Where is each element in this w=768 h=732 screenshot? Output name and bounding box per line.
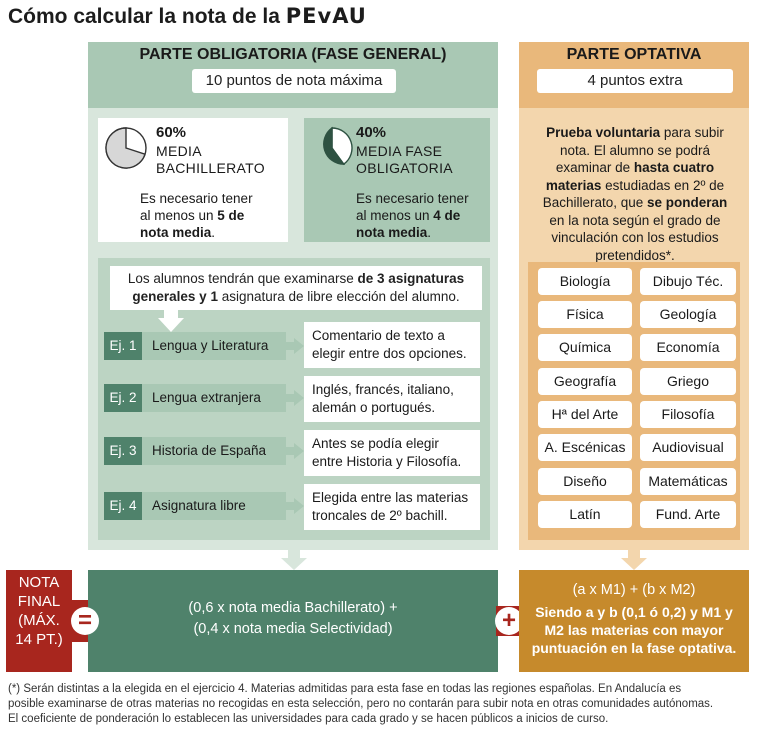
subject-item: Hª del Arte [538,401,632,428]
title-text: Cómo calcular la nota de la [8,5,280,28]
exams-intro [110,266,482,310]
exercise-4-desc-2: troncales de 2º bachill. [312,508,448,523]
fase-note-3 [356,224,490,241]
optional-text: estudiadas en 2º de Bachillerato, que [542,177,725,210]
note-text: . [427,225,432,240]
fase-card [304,118,490,242]
intro-arrow-icon [158,308,184,332]
subject-item: A. Escénicas [538,434,632,461]
fase-label-1: MEDIA FASE [356,143,443,159]
optional-down-arrow-icon [621,550,647,570]
bachillerato-note-1: Es necesario tener [140,191,253,206]
fase-note [356,190,490,241]
bachillerato-label-2: BACHILLERATO [156,160,265,176]
exercise-4-desc-1: Elegida entre las materias [312,490,469,505]
exercise-2-tag: Ej. 2 [104,384,142,412]
exercise-2-desc [304,376,480,422]
footnote [8,682,760,727]
title-brand: PEvAU [285,4,367,28]
exercise-4-desc [304,484,480,530]
exercise-3-desc-2: entre Historia y Filosofía. [312,454,462,469]
nota-final-1: NOTA [18,574,60,591]
optional-bold: hasta cuatro materias [545,160,715,193]
formula-main-2: (0,4 x nota media Selectividad) [193,621,393,637]
subject-item: Griego [640,368,736,395]
page-title [8,4,367,29]
exercise-1-desc [304,322,480,368]
fase-note-1: Es necesario tener [356,191,469,206]
mandatory-down-arrow-icon [281,550,307,570]
subject-item: Audiovisual [640,434,736,461]
subject-item: Geología [640,301,736,328]
formula-opt-4: puntuación en la fase optativa. [531,640,737,656]
nota-final-4: 14 PT.) [15,631,63,648]
optional-description [534,124,736,264]
optional-text: para subir nota. El alumno se podrá examinar de [555,125,724,175]
note-bold: nota media [356,225,428,240]
subject-item: Biología [538,268,632,295]
intro-text: Los alumnos tendrán que examinarse [127,271,358,286]
bachillerato-note [140,190,286,241]
nota-final-box [6,570,72,672]
mandatory-subtitle: 10 puntos de nota máxima [192,69,396,93]
nota-final-3: (MÁX. [18,612,60,629]
optional-text: en la nota según el grado de vinculación con los estudios pretendidos*. [549,212,721,263]
bachillerato-card [98,118,288,242]
intro-bold: generales y 1 [132,289,218,304]
bachillerato-note-2 [140,207,286,224]
subject-item: Geografía [538,368,632,395]
bachillerato-label-1: MEDIA [156,143,202,159]
optional-bold: se ponderan [647,195,728,210]
exercise-2-arrow-icon [286,390,304,406]
exercise-3-arrow-icon [286,443,304,459]
exercise-1-name: Lengua y Literatura [142,332,286,360]
optional-heading: PARTE OPTATIVA [566,46,702,63]
subject-item: Fund. Arte [640,501,736,528]
footnote-line-3: El coeficiente de ponderación lo establecen las universidades para cada grado y se hacen públicos a inicios de curso. [8,713,609,725]
nota-final-2: FINAL [17,593,61,610]
subject-item: Matemáticas [640,468,736,495]
pie-40-icon [310,126,354,170]
subject-item: Latín [538,501,632,528]
subject-item: Filosofía [640,401,736,428]
note-text: al menos un [356,208,434,223]
exercise-3-tag: Ej. 3 [104,437,142,465]
formula-opt-1: (a x M1) + (b x M2) [572,582,696,598]
formula-mandatory [88,570,498,672]
note-text: al menos un [140,208,218,223]
note-bold: nota media [140,225,212,240]
equals-icon: = [71,607,99,635]
exercise-1-arrow-icon [286,338,304,354]
formula-main-1: (0,6 x nota media Bachillerato) + [188,600,398,616]
fase-note-2 [356,207,490,224]
subject-item: Química [538,334,632,361]
formula-opt-3: M2 las materias con mayor [544,622,724,638]
note-text: . [211,225,216,240]
bachillerato-percent: 60% [156,124,187,141]
pie-60-icon [104,126,148,170]
formula-opt-2: Siendo a y b (0,1 ó 0,2) y M1 y [535,604,733,620]
plus-icon: + [495,607,523,635]
mandatory-heading: PARTE OBLIGATORIA (FASE GENERAL) [139,46,447,63]
optional-subtitle: 4 puntos extra [537,69,733,93]
exercise-3-desc [304,430,480,476]
exercise-2-name: Lengua extranjera [142,384,286,412]
exercise-2-desc-1: Inglés, francés, italiano, [312,382,454,397]
exercise-3-desc-1: Antes se podía elegir [312,436,439,451]
fase-percent: 40% [356,124,387,141]
intro-bold: de 3 asignaturas [357,271,465,286]
exercise-4-tag: Ej. 4 [104,492,142,520]
exercise-1-desc-1: Comentario de texto a [312,328,445,343]
formula-optional [519,570,749,672]
exercise-4-arrow-icon [286,498,304,514]
note-bold: 5 de [217,208,245,223]
footnote-line-2: posible examinarse de otras materias no recogidas en esta selección, pero no contarán para subir nota en otras comunidades autónomas. [8,698,714,710]
exercise-1-desc-2: elegir entre dos opciones. [312,346,467,361]
exercise-1-tag: Ej. 1 [104,332,142,360]
exercise-3-name: Historia de España [142,437,286,465]
subject-item: Economía [640,334,736,361]
note-bold: 4 de [433,208,461,223]
subject-item: Diseño [538,468,632,495]
bachillerato-note-3 [140,224,286,241]
subject-item: Física [538,301,632,328]
optional-bold: Prueba voluntaria [546,125,661,140]
exercise-2-desc-2: alemán o portugués. [312,400,436,415]
fase-label-2: OBLIGATORIA [356,160,453,176]
exercise-4-name: Asignatura libre [142,492,286,520]
subject-item: Dibujo Téc. [640,268,736,295]
footnote-line-1: (*) Serán distintas a la elegida en el ejercicio 4. Materias admitidas para esta fase en todas las regiones españolas. En Andalucía es [8,683,682,695]
intro-text: asignatura de libre elección del alumno. [217,289,460,304]
